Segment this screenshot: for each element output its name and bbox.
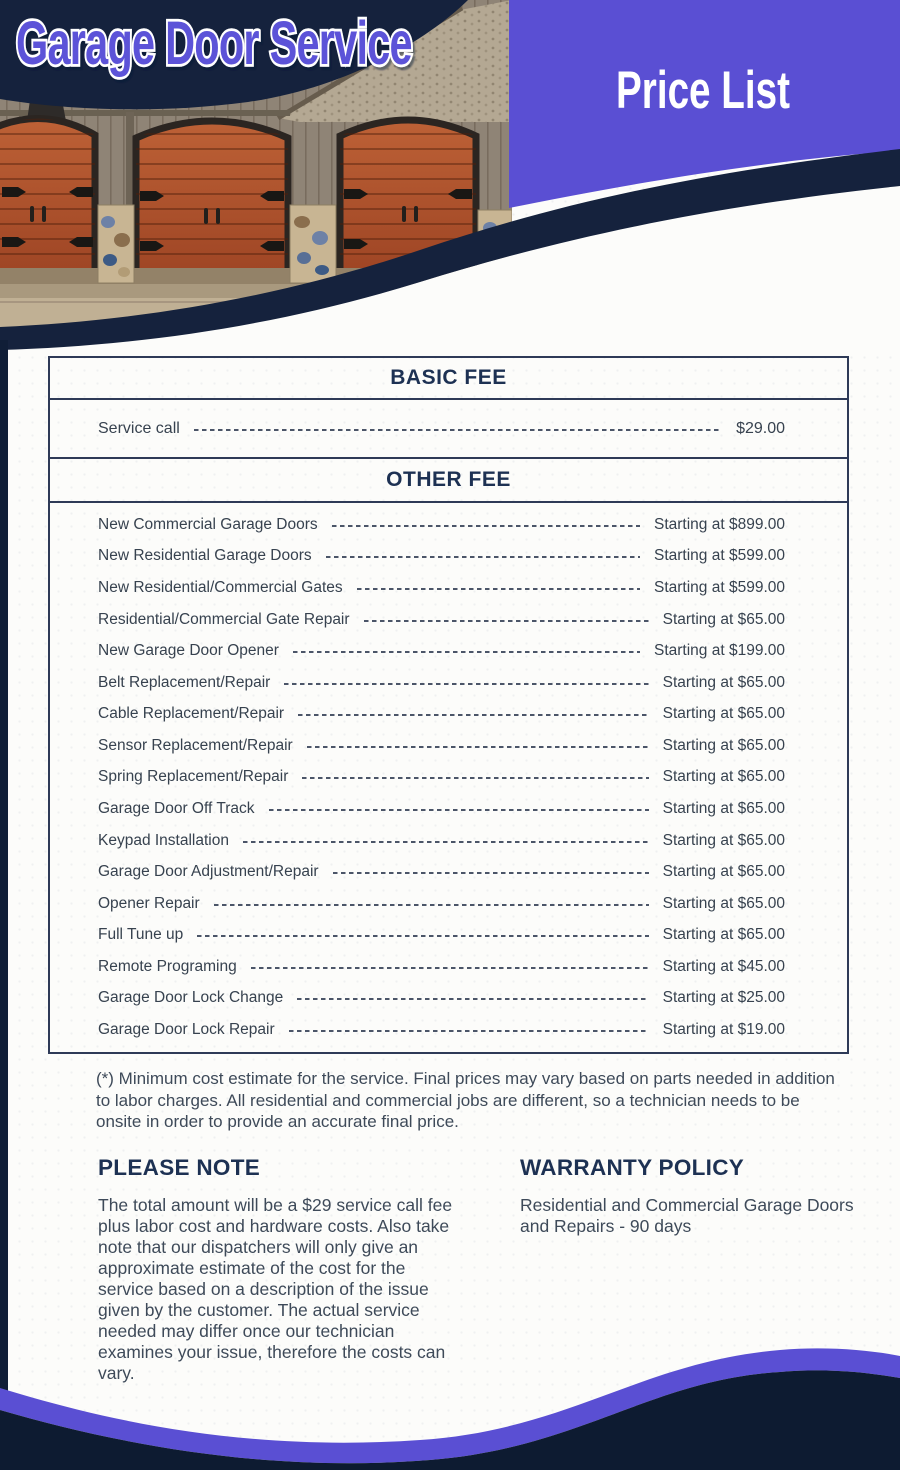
fee-label: Cable Replacement/Repair <box>98 705 285 723</box>
dotted-leader <box>333 872 649 874</box>
please-note-heading: PLEASE NOTE <box>98 1155 261 1180</box>
fee-row <box>98 516 785 534</box>
fee-row <box>98 705 785 723</box>
fee-row <box>98 1021 785 1039</box>
dotted-leader <box>297 998 648 1000</box>
fee-row <box>98 611 785 629</box>
fee-row <box>98 895 785 913</box>
fee-price: Starting at $65.00 <box>662 768 785 786</box>
hero-banner <box>0 0 900 350</box>
bottom-wave <box>0 1330 900 1470</box>
warranty-policy-body: Residential and Commercial Garage Doors and Repairs - 90 days <box>520 1195 854 1236</box>
dotted-leader <box>269 809 649 811</box>
fee-label: Sensor Replacement/Repair <box>98 736 293 754</box>
dotted-leader <box>364 620 649 622</box>
basic-fee-heading: BASIC FEE <box>50 358 847 400</box>
fee-price: Starting at $19.00 <box>662 1021 785 1039</box>
fee-label: New Garage Door Opener <box>98 642 279 660</box>
fee-price: Starting at $65.00 <box>662 673 785 691</box>
dotted-leader <box>298 714 649 716</box>
fee-price: Starting at $65.00 <box>662 610 785 628</box>
fee-price: Starting at $599.00 <box>654 547 785 565</box>
fee-price: Starting at $45.00 <box>662 957 785 975</box>
fee-price: Starting at $899.00 <box>654 515 785 533</box>
logo <box>16 9 412 78</box>
fee-label: Remote Programing <box>98 957 237 975</box>
fee-row <box>98 579 785 597</box>
fee-price: $29.00 <box>736 419 785 437</box>
other-fee-list <box>50 503 847 1052</box>
fee-label: New Residential Garage Doors <box>98 547 312 565</box>
fee-price: Starting at $65.00 <box>662 705 785 723</box>
fee-label: New Residential/Commercial Gates <box>98 578 343 596</box>
fee-row <box>98 800 785 818</box>
dotted-leader <box>293 651 640 653</box>
fee-row <box>98 958 785 976</box>
fee-price: Starting at $65.00 <box>662 863 785 881</box>
fee-row <box>98 989 785 1007</box>
garage-door-1 <box>0 119 95 286</box>
fee-row <box>98 863 785 881</box>
dotted-leader <box>326 556 640 558</box>
dotted-leader <box>214 904 649 906</box>
fee-price: Starting at $65.00 <box>662 831 785 849</box>
left-edge-strip <box>0 340 8 1402</box>
warranty-policy-heading: WARRANTY POLICY <box>520 1155 745 1180</box>
fee-price: Starting at $65.00 <box>662 926 785 944</box>
fee-label: Garage Door Lock Change <box>98 989 284 1007</box>
dotted-leader <box>197 935 648 937</box>
dotted-leader <box>302 777 648 779</box>
dotted-leader <box>284 683 648 685</box>
fee-row <box>98 832 785 850</box>
dotted-leader <box>194 429 722 431</box>
fee-label: Opener Repair <box>98 894 200 912</box>
fee-label: Belt Replacement/Repair <box>98 673 271 691</box>
stone-pillar-2 <box>290 205 336 283</box>
garage-door-2 <box>136 121 288 287</box>
disclaimer-footnote: (*) Minimum cost estimate for the service. Final prices may vary based on parts needed in addition to labor charges. All residential and commercial jobs are different, so a technician needs to be onsite in order to provide an accurate final price. <box>96 1069 835 1131</box>
dotted-leader <box>307 746 649 748</box>
fee-label: Keypad Installation <box>98 831 229 849</box>
fee-label: New Commercial Garage Doors <box>98 515 318 533</box>
dotted-leader <box>251 967 649 969</box>
fee-label: Garage Door Off Track <box>98 799 255 817</box>
fee-label: Service call <box>98 419 180 437</box>
page-title: Price List <box>616 60 790 120</box>
dotted-leader <box>357 588 640 590</box>
fee-price: Starting at $599.00 <box>654 578 785 596</box>
fee-price: Starting at $25.00 <box>662 989 785 1007</box>
logo-text: Garage Door Service <box>16 8 412 79</box>
fee-row <box>98 926 785 944</box>
other-fee-heading: OTHER FEE <box>50 457 847 503</box>
warranty-policy-section <box>520 1155 872 1237</box>
basic-fee-list <box>50 400 847 457</box>
fee-row <box>98 642 785 660</box>
fee-price: Starting at $65.00 <box>662 894 785 912</box>
fee-label: Spring Replacement/Repair <box>98 768 289 786</box>
fee-label: Full Tune up <box>98 926 184 944</box>
stone-pillar-1 <box>98 205 134 283</box>
fee-price: Starting at $65.00 <box>662 799 785 817</box>
fee-row <box>98 547 785 565</box>
fee-row <box>98 674 785 692</box>
fee-row <box>98 737 785 755</box>
dotted-leader <box>289 1030 649 1032</box>
fee-price: Starting at $199.00 <box>654 642 785 660</box>
fee-label: Garage Door Lock Repair <box>98 1021 275 1039</box>
dotted-leader <box>243 841 649 843</box>
dotted-leader <box>332 525 640 527</box>
fee-price: Starting at $65.00 <box>662 736 785 754</box>
please-note-body: The total amount will be a $29 service call fee plus labor cost and hardware costs. Also take note that our dispatchers will only give an approximate estimate of the cost for the service based on a description of the issue given by the customer. The actual service needed may differ once our technician examines your issue, therefore the costs can vary. <box>98 1195 453 1383</box>
fee-label: Garage Door Adjustment/Repair <box>98 863 319 881</box>
fee-row <box>98 768 785 786</box>
fee-row <box>98 420 785 438</box>
fee-label: Residential/Commercial Gate Repair <box>98 610 350 628</box>
price-table <box>48 356 849 1054</box>
